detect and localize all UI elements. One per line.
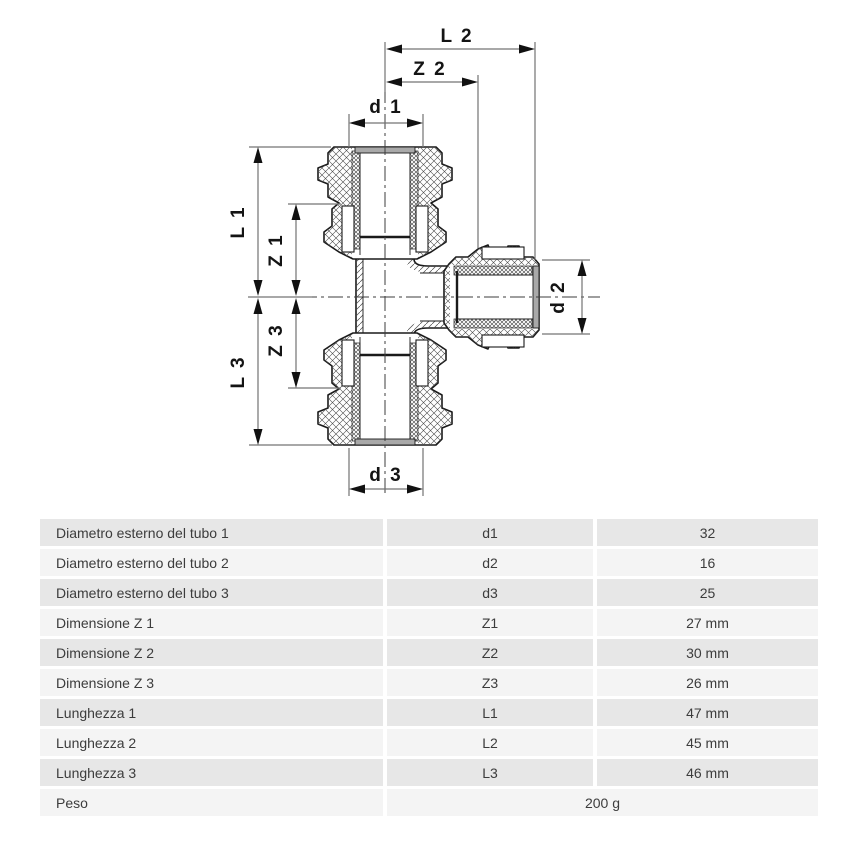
- table-row: [40, 549, 818, 576]
- dim-label-Z2: Z 2: [413, 59, 447, 80]
- spec-value: 32: [597, 519, 818, 546]
- weight-label: Peso: [40, 789, 383, 816]
- weight-value: 200 g: [387, 789, 818, 816]
- dim-label-d1: d 1: [369, 97, 403, 118]
- table-row: [40, 669, 818, 696]
- spec-label: Lunghezza 3: [40, 759, 383, 786]
- dim-label-L1: L 1: [228, 205, 249, 239]
- dim-label-L2: L 2: [440, 26, 474, 47]
- spec-label: Lunghezza 2: [40, 729, 383, 756]
- spec-value: 45 mm: [597, 729, 818, 756]
- spec-symbol: Z3: [387, 669, 593, 696]
- table-row: [40, 639, 818, 666]
- spec-symbol: Z2: [387, 639, 593, 666]
- dim-label-Z1: Z 1: [266, 233, 287, 267]
- spec-value: 47 mm: [597, 699, 818, 726]
- spec-value: 30 mm: [597, 639, 818, 666]
- side-grip-ring-bottom: [454, 319, 532, 328]
- dim-label-d2: d 2: [548, 280, 569, 314]
- spec-value: 26 mm: [597, 669, 818, 696]
- table-row: [40, 729, 818, 756]
- spec-symbol: d1: [387, 519, 593, 546]
- table-row: [40, 519, 818, 546]
- spec-symbol: d3: [387, 579, 593, 606]
- spec-label: Diametro esterno del tubo 3: [40, 579, 383, 606]
- dim-label-L3: L 3: [228, 355, 249, 389]
- table-row: [40, 579, 818, 606]
- spec-symbol: L2: [387, 729, 593, 756]
- spec-label: Dimensione Z 1: [40, 609, 383, 636]
- spec-label: Dimensione Z 2: [40, 639, 383, 666]
- spec-value: 27 mm: [597, 609, 818, 636]
- table-row: [40, 609, 818, 636]
- spec-symbol: Z1: [387, 609, 593, 636]
- spec-symbol: L1: [387, 699, 593, 726]
- table-row: [40, 759, 818, 786]
- spec-label: Dimensione Z 3: [40, 669, 383, 696]
- table-row-weight: [40, 789, 818, 816]
- spec-label: Diametro esterno del tubo 1: [40, 519, 383, 546]
- spec-symbol: L3: [387, 759, 593, 786]
- dim-label-Z3: Z 3: [266, 323, 287, 357]
- spec-table: [40, 519, 818, 819]
- spec-value: 25: [597, 579, 818, 606]
- ext-d1: [349, 114, 423, 147]
- spec-symbol: d2: [387, 549, 593, 576]
- spec-label: Diametro esterno del tubo 2: [40, 549, 383, 576]
- side-grip-ring-top: [454, 266, 532, 275]
- spec-value: 16: [597, 549, 818, 576]
- spec-value: 46 mm: [597, 759, 818, 786]
- spec-label: Lunghezza 1: [40, 699, 383, 726]
- dim-label-d3: d 3: [369, 465, 403, 486]
- table-row: [40, 699, 818, 726]
